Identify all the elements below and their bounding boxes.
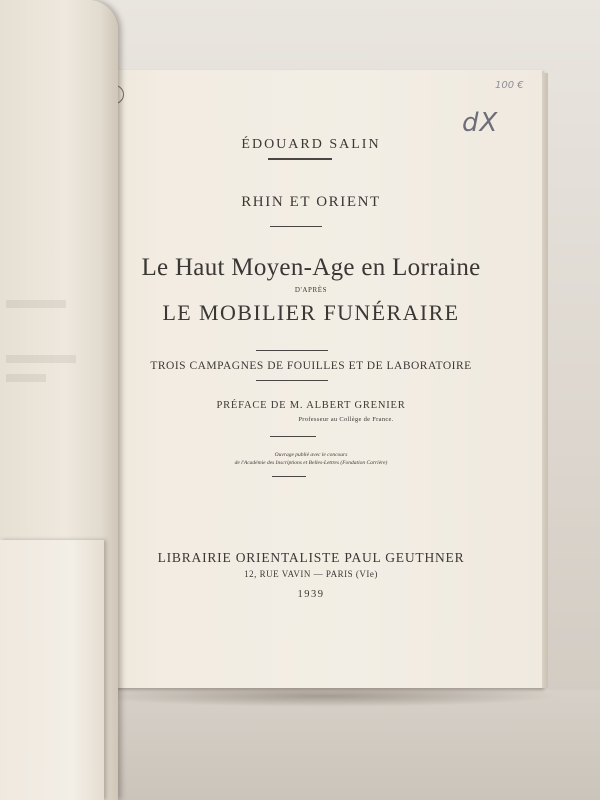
publisher-address: 12, RUE VAVIN — PARIS (VIe)	[244, 569, 378, 579]
divider-rule-3	[256, 350, 328, 351]
flyleaf-bleed-1	[6, 300, 66, 308]
divider-rule-5	[270, 436, 316, 437]
pencil-price-note: 100 €	[495, 80, 524, 91]
subtitle: TROIS CAMPAGNES DE FOUILLES ET DE LABORATOIRE	[150, 360, 472, 372]
page-edge	[542, 73, 548, 688]
publisher-name: LIBRAIRIE ORIENTALISTE PAUL GEUTHNER	[157, 550, 465, 565]
divider-rule-4	[256, 380, 328, 381]
publication-note-line-2: de l'Académie des Inscriptions et Belles-Lettres (Fondation Carrière)	[234, 460, 388, 466]
main-title-line-2: LE MOBILIER FUNÉRAIRE	[162, 300, 460, 325]
flyleaf-lower-sheet	[0, 540, 104, 800]
title-connector: D'APRÈS	[294, 286, 328, 294]
divider-rule-2	[270, 226, 322, 227]
flyleaf-bleed-2	[6, 355, 76, 363]
publication-year: 1939	[297, 589, 325, 600]
book-shadow	[90, 685, 560, 707]
flyleaf-bleed-3	[6, 374, 46, 382]
divider-rule-6	[272, 476, 306, 477]
pencil-code-note: dX	[462, 108, 499, 138]
divider-rule-1	[268, 158, 332, 160]
main-title-line-1: Le Haut Moyen-Age en Lorraine	[141, 254, 481, 281]
preface-credit: PRÉFACE DE M. ALBERT GRENIER	[216, 400, 406, 411]
series-title: RHIN ET ORIENT	[241, 194, 381, 210]
publication-note-line-1: Ouvrage publié avec le concours	[274, 452, 348, 458]
preface-affiliation: Professeur au Collège de France.	[298, 416, 394, 423]
author-name: ÉDOUARD SALIN	[241, 137, 381, 152]
